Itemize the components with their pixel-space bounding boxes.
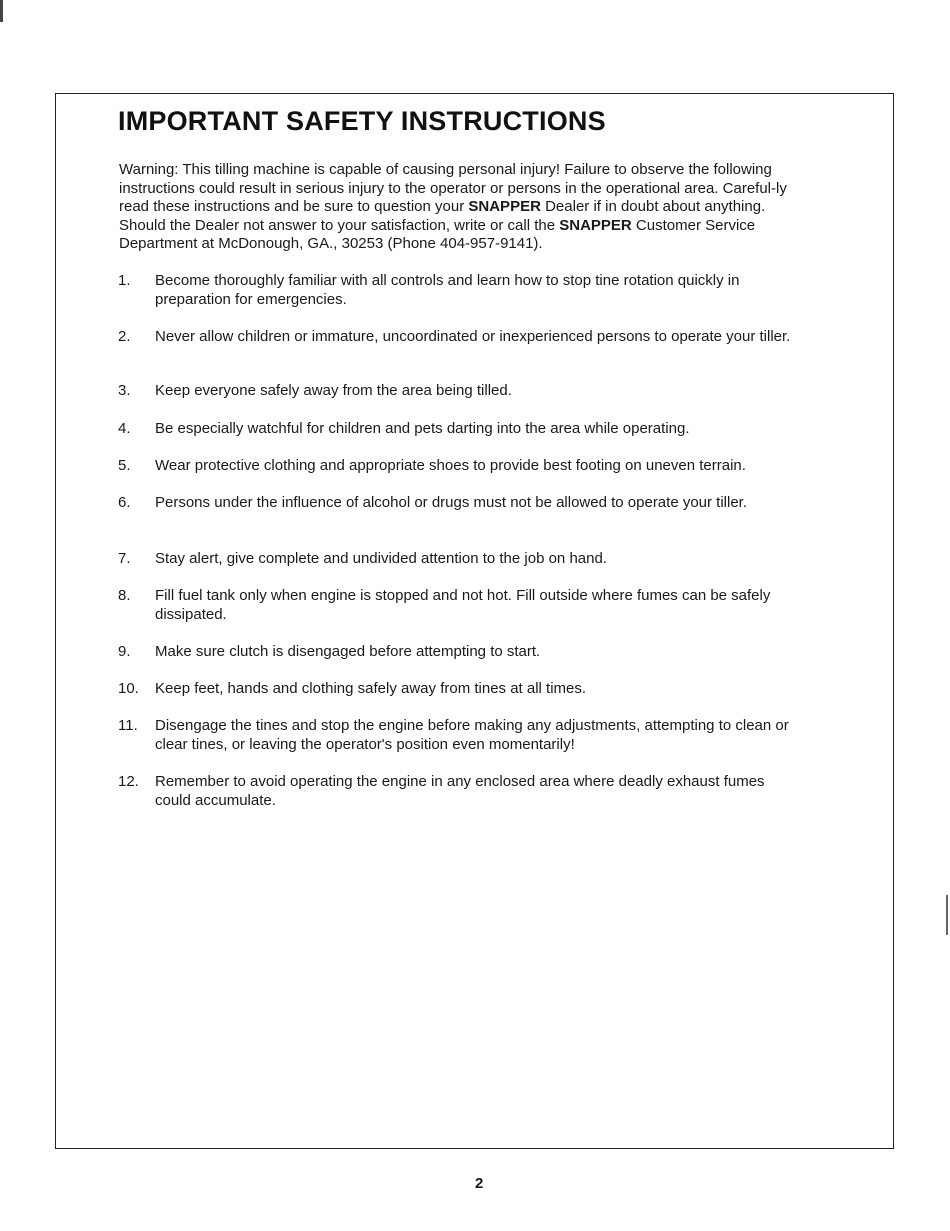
item-number: 2. bbox=[118, 328, 131, 345]
item-number: 1. bbox=[118, 272, 131, 289]
page-title: IMPORTANT SAFETY INSTRUCTIONS bbox=[118, 106, 606, 136]
item-number: 9. bbox=[118, 643, 131, 660]
scan-edge-mark bbox=[0, 0, 3, 22]
intro-text-2: Dealer if in doubt about anything. Should the Dealer not answer to your satisfaction, write or call the bbox=[119, 198, 766, 234]
item-number: 5. bbox=[118, 457, 131, 474]
item-number: 12. bbox=[118, 773, 139, 790]
item-number: 11. bbox=[118, 717, 138, 734]
warning-paragraph bbox=[119, 161, 814, 254]
item-text: Fill fuel tank only when engine is stopped and not hot. Fill outside where fumes can be safely dissipated. bbox=[155, 587, 771, 623]
item-number: 10. bbox=[118, 680, 139, 697]
item-text: Remember to avoid operating the engine in any enclosed area where deadly exhaust fumes could accumulate. bbox=[155, 773, 765, 809]
intro-text-3: Customer Service Department at McDonough, GA., 30253 (Phone 404-957-9141). bbox=[119, 216, 756, 252]
item-text: Make sure clutch is disengaged before attempting to start. bbox=[155, 643, 541, 660]
intro-text-1: Warning: This tilling machine is capable of causing personal injury! Failure to observe the following instructions could result in serious injury to the operator or persons in the operational area. Careful-ly read these instructions and be sure to question your bbox=[119, 161, 787, 215]
item-text: Wear protective clothing and appropriate shoes to provide best footing on uneven terrain. bbox=[155, 457, 746, 474]
item-text: Become thoroughly familiar with all controls and learn how to stop tine rotation quickly in preparation for emergencies. bbox=[155, 272, 740, 308]
brand-name: SNAPPER bbox=[559, 216, 632, 234]
item-text: Keep everyone safely away from the area being tilled. bbox=[155, 382, 512, 399]
item-text: Stay alert, give complete and undivided attention to the job on hand. bbox=[155, 550, 607, 567]
item-text: Be especially watchful for children and pets darting into the area while operating. bbox=[155, 420, 690, 437]
item-text: Keep feet, hands and clothing safely away from tines at all times. bbox=[155, 680, 587, 697]
item-text: Disengage the tines and stop the engine before making any adjustments, attempting to clean or clear tines, or leaving the operator's position even momentarily! bbox=[155, 717, 789, 753]
item-number: 8. bbox=[118, 587, 131, 604]
item-number: 7. bbox=[118, 550, 131, 567]
item-number: 4. bbox=[118, 420, 131, 437]
brand-name: SNAPPER bbox=[468, 198, 541, 215]
item-text: Persons under the influence of alcohol or drugs must not be allowed to operate your tiller. bbox=[155, 494, 748, 511]
page-number: 2 bbox=[475, 1175, 484, 1192]
item-text: Never allow children or immature, uncoordinated or inexperienced persons to operate your tiller. bbox=[155, 328, 791, 345]
scan-edge-mark bbox=[946, 895, 948, 935]
item-number: 6. bbox=[118, 494, 131, 511]
item-number: 3. bbox=[118, 382, 131, 399]
